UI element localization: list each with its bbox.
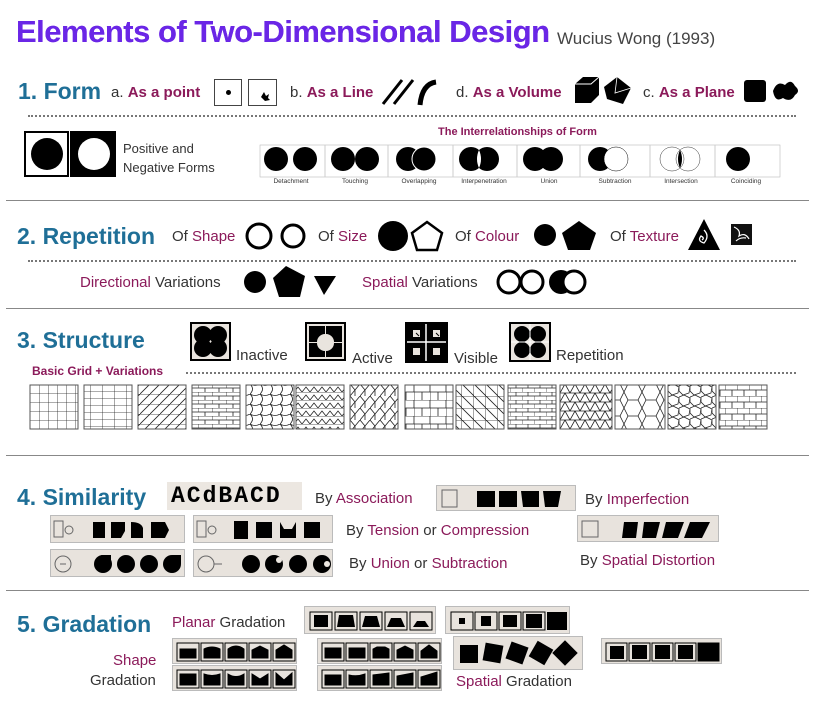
divider: [6, 455, 809, 456]
form-point-label: a. As a point: [111, 84, 201, 101]
tension-strip-1: [50, 515, 185, 543]
structure-visible-icon: [405, 322, 448, 363]
shape-gradation-strip-2: [317, 638, 442, 664]
line-examples: [380, 76, 440, 108]
shape-gradation-strip-3: [172, 665, 297, 691]
positive-form: [24, 131, 69, 177]
directional-variation-icons: [242, 264, 337, 300]
inter-label: Intersection: [664, 178, 698, 185]
inter-label: Subtraction: [598, 178, 632, 185]
negative-form: [70, 131, 116, 177]
section-structure-heading: 3. Structure: [17, 327, 145, 353]
shape-gradation-strip-4: [317, 665, 442, 691]
shape-repetition-icons: [245, 222, 309, 250]
structure-repetition-label: Repetition: [556, 347, 624, 364]
spatial-gradation-strip-2: [601, 638, 722, 664]
posneg-label-2: Negative Forms: [123, 160, 215, 175]
point-example-2: [248, 79, 277, 106]
section-repetition-heading: 2. Repetition: [17, 223, 156, 249]
section-form-heading: 1. Form: [18, 78, 102, 104]
inter-label: Touching: [341, 178, 369, 185]
tension-label: By Tension or Compression: [346, 522, 530, 539]
association-label: By Association: [315, 490, 413, 507]
shape-gradation-label-1: Shape: [113, 652, 157, 669]
interrelationship-diagrams: [260, 145, 780, 177]
divider-dotted: [186, 372, 796, 374]
inter-label: Interpenetration: [461, 178, 507, 185]
shape-gradation-strip-1: [172, 638, 297, 664]
divider-dotted: [28, 115, 796, 117]
form-volume-label: d. As a Volume: [456, 84, 562, 101]
repetition-size-label: Of Size: [318, 228, 368, 245]
divider-dotted: [28, 260, 796, 262]
spatial-gradation-label: Spatial Gradation: [456, 673, 572, 690]
spatial-variation-icons: [495, 267, 595, 297]
grid-variations: [30, 384, 770, 432]
structure-inactive-icon: [190, 322, 231, 361]
divider: [6, 590, 809, 591]
point-example-1: [214, 79, 242, 106]
form-plane-label: c. As a Plane: [643, 84, 735, 101]
association-letters: ACdBACD: [167, 482, 302, 510]
basic-grid-label: Basic Grid + Variations: [32, 364, 164, 378]
shape-gradation-label-2: Gradation: [90, 672, 156, 689]
spatial-gradation-strip-1: [453, 636, 583, 670]
page-title: Elements of Two-Dimensional Design: [16, 14, 550, 49]
directional-variations-label: Directional Variations: [80, 274, 221, 291]
section-similarity-heading: 4. Similarity: [17, 484, 147, 510]
union-label: By Union or Subtraction: [349, 555, 508, 572]
imperfection-label: By Imperfection: [585, 491, 690, 508]
structure-inactive-label: Inactive: [236, 347, 288, 364]
spatial-distortion-label: By Spatial Distortion: [580, 552, 716, 569]
plane-examples: [743, 77, 801, 107]
repetition-texture-label: Of Texture: [610, 228, 679, 245]
planar-gradation-label: Planar Gradation: [172, 614, 286, 631]
spatial-variations-label: Spatial Variations: [362, 274, 478, 291]
structure-active-icon: [305, 322, 346, 361]
inter-label: Union: [540, 178, 558, 185]
spatial-distortion-strip: [577, 515, 719, 542]
repetition-shape-label: Of Shape: [172, 228, 236, 245]
author: Wucius Wong (1993): [557, 29, 716, 48]
inter-label: Overlapping: [401, 178, 437, 185]
form-line-label: b. As a Line: [290, 84, 374, 101]
repetition-colour-label: Of Colour: [455, 228, 520, 245]
imperfection-strip: [436, 485, 576, 511]
inter-label: Detachment: [273, 178, 309, 185]
texture-repetition-icons: [688, 217, 758, 253]
divider: [6, 308, 809, 309]
union-strip-1: [50, 549, 185, 577]
inter-label: Coinciding: [730, 178, 762, 185]
tension-strip-2: [193, 515, 333, 543]
structure-active-label: Active: [352, 350, 393, 367]
section-gradation-heading: 5. Gradation: [17, 611, 152, 637]
union-strip-2: [193, 549, 333, 577]
planar-gradation-strip-2: [445, 606, 570, 634]
structure-visible-label: Visible: [454, 350, 498, 367]
planar-gradation-strip-1: [304, 606, 436, 634]
size-repetition-icons: [377, 219, 445, 253]
colour-repetition-icons: [533, 219, 601, 251]
volume-examples: [573, 75, 635, 109]
divider: [6, 200, 809, 201]
interrelationships-title: The Interrelationships of Form: [438, 126, 597, 138]
structure-repetition-icon: [509, 322, 551, 362]
posneg-label-1: Positive and: [123, 141, 194, 156]
